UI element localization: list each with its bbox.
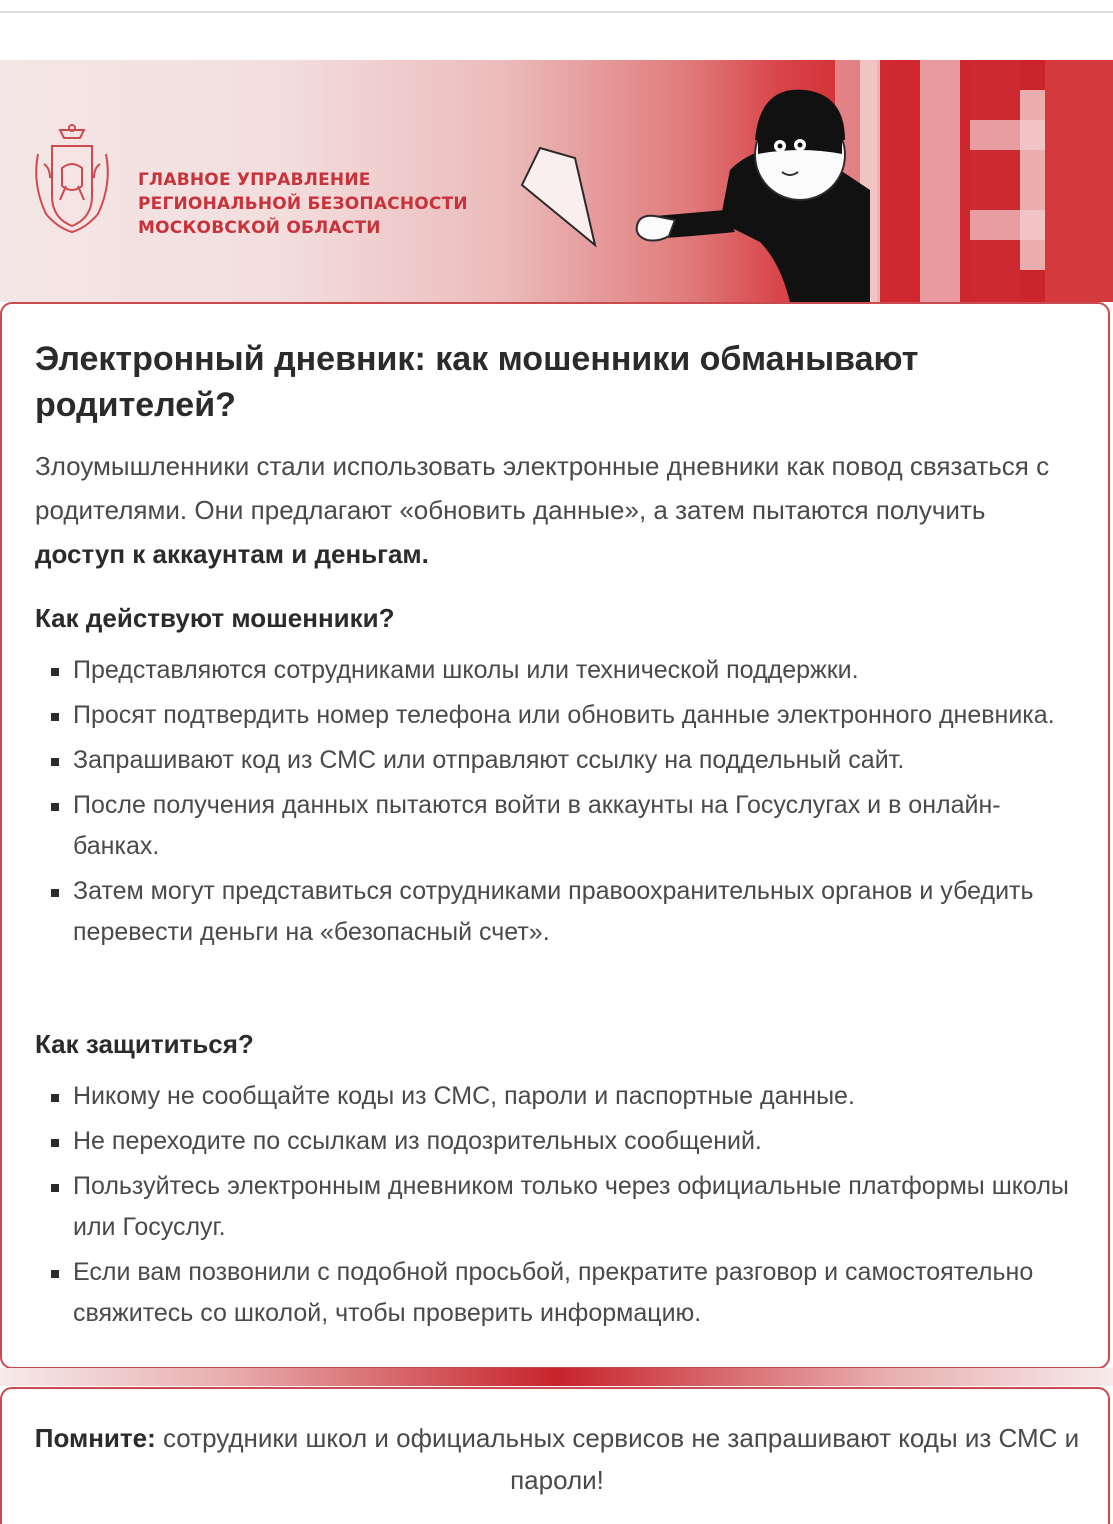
section-heading-protection: Как защититься?	[35, 1029, 254, 1059]
reminder-label: Помните:	[34, 1423, 156, 1453]
org-line-3: МОСКОВСКОЙ ОБЛАСТИ	[138, 218, 381, 238]
list-item: Пользуйтесь электронным дневником только через официальные платформы школы или Госуслуг.	[35, 1166, 1075, 1248]
list-item: Не переходите по ссылкам из подозрительных сообщений.	[35, 1121, 1075, 1162]
list-item: Представляются сотрудниками школы или технической поддержки.	[35, 650, 1075, 691]
list-item: Никому не сообщайте коды из СМС, пароли и паспортные данные.	[35, 1076, 1075, 1117]
org-line-1: ГЛАВНОЕ УПРАВЛЕНИЕ	[138, 170, 371, 190]
intro-bold: доступ к аккаунтам и деньгам.	[35, 539, 429, 569]
section-heading-fraud: Как действуют мошенники?	[35, 603, 395, 633]
article-intro	[35, 444, 1080, 576]
organization-name	[138, 168, 468, 240]
header-banner	[0, 60, 1113, 302]
list-item: Затем могут представиться сотрудниками правоохранительных органов и убедить перевести деньги на «безопасный счет».	[35, 871, 1075, 953]
org-line-2: РЕГИОНАЛЬНОЙ БЕЗОПАСНОСТИ	[138, 194, 468, 214]
list-item: Запрашивают код из СМС или отправляют ссылку на поддельный сайт.	[35, 740, 1075, 781]
coat-of-arms-icon	[30, 124, 114, 236]
list-item: После получения данных пытаются войти в аккаунты на Госуслугах и в онлайн-банках.	[35, 785, 1075, 867]
article-card	[0, 302, 1110, 1369]
reminder-box	[0, 1387, 1110, 1524]
article-title: Электронный дневник: как мошенники обманывают родителей?	[35, 340, 919, 424]
reminder-text	[32, 1417, 1082, 1501]
thief-illustration	[500, 60, 1113, 302]
list-item: Если вам позвонили с подобной просьбой, прекратите разговор и самостоятельно свяжитесь со школой, чтобы проверить информацию.	[35, 1252, 1075, 1334]
reminder-body: сотрудники школ и официальных сервисов не запрашивают коды из СМС и пароли!	[155, 1423, 1080, 1495]
top-divider	[0, 11, 1113, 13]
list-item: Просят подтвердить номер телефона или обновить данные электронного дневника.	[35, 695, 1075, 736]
protection-tips-list	[35, 1076, 1075, 1338]
intro-text: Злоумышленники стали использовать электронные дневники как повод связаться с родителями. Они предлагают «обновить данные», а затем пытаются получить	[35, 451, 1050, 525]
gradient-divider	[0, 1368, 1113, 1386]
fraud-methods-list	[35, 650, 1075, 957]
